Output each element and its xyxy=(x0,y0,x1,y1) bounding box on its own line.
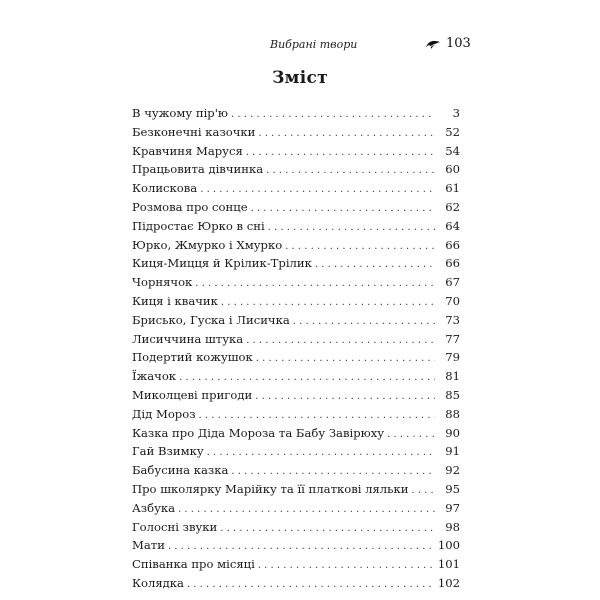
toc-entry-page: 54 xyxy=(445,143,460,158)
toc-entry xyxy=(132,179,460,198)
toc-entry-title: Подертий кожушок xyxy=(132,348,256,367)
dot-leader xyxy=(207,444,435,463)
toc-entry xyxy=(132,123,460,142)
toc-entry xyxy=(132,142,460,161)
page-number: 103 xyxy=(446,36,471,51)
dot-leader xyxy=(187,576,435,595)
toc-entry-page: 79 xyxy=(445,350,460,365)
dot-leader xyxy=(195,275,435,294)
toc-entry-title: Гай Взимку xyxy=(132,442,207,461)
toc-entry xyxy=(132,574,460,593)
toc-entry-page: 91 xyxy=(445,444,460,459)
toc-entry-title: В чужому пір'ю xyxy=(132,104,231,123)
toc-entry-title: Мати xyxy=(132,536,168,555)
dot-leader xyxy=(258,557,435,576)
leaf-flourish-icon xyxy=(425,38,441,50)
toc-entry xyxy=(132,330,460,349)
dot-leader xyxy=(258,125,435,144)
toc-entry-page: 73 xyxy=(445,312,460,327)
toc-entry-title: Про школярку Марійку та її платкові ляльки xyxy=(132,480,411,499)
toc-entry-page: 101 xyxy=(437,557,460,572)
toc-entry xyxy=(132,254,460,273)
toc-entry xyxy=(132,480,460,499)
toc-entry-title: Колискова xyxy=(132,179,200,198)
dot-leader xyxy=(251,200,435,219)
toc-entry-page: 95 xyxy=(445,481,460,496)
toc-entry xyxy=(132,405,460,424)
toc-entry-page: 100 xyxy=(437,538,460,553)
toc-entry-page: 97 xyxy=(445,500,460,515)
toc-entry xyxy=(132,236,460,255)
toc-entry-title: Дід Мороз xyxy=(132,405,199,424)
toc-entry xyxy=(132,424,460,443)
toc-entry-page: 66 xyxy=(445,237,460,252)
toc-entry xyxy=(132,461,460,480)
toc-entry-page: 52 xyxy=(445,124,460,139)
toc-entry-title: Кравчиня Маруся xyxy=(132,142,246,161)
toc-entry xyxy=(132,311,460,330)
toc-entry-page: 102 xyxy=(437,575,460,590)
toc-entry-page: 88 xyxy=(445,406,460,421)
dot-leader xyxy=(246,332,435,351)
toc-entry-page: 61 xyxy=(445,181,460,196)
toc-entry xyxy=(132,555,460,574)
toc-entry-page: 66 xyxy=(445,256,460,271)
dot-leader xyxy=(315,256,435,275)
page-marker xyxy=(425,36,471,51)
toc-entry-page: 67 xyxy=(445,275,460,290)
dot-leader xyxy=(266,162,435,181)
toc-entry xyxy=(132,386,460,405)
toc-entry-page: 62 xyxy=(445,199,460,214)
toc-entry xyxy=(132,292,460,311)
toc-entry-title: Миколцеві пригоди xyxy=(132,386,255,405)
toc-entry xyxy=(132,160,460,179)
dot-leader xyxy=(268,219,435,238)
toc-entry xyxy=(132,348,460,367)
toc-entry-page: 70 xyxy=(445,293,460,308)
toc-entry-title: Працьовита дівчинка xyxy=(132,160,266,179)
toc-entry-page: 90 xyxy=(445,425,460,440)
toc-entry-page: 92 xyxy=(445,463,460,478)
toc-entry xyxy=(132,518,460,537)
toc-entry-title: Безконечні казочки xyxy=(132,123,258,142)
toc-entry-title: Розмова про сонце xyxy=(132,198,251,217)
toc-entry-title: Співанка про місяці xyxy=(132,555,258,574)
toc-entry-page: 81 xyxy=(445,369,460,384)
toc-entry-title: Чорнячок xyxy=(132,273,195,292)
toc-entry xyxy=(132,273,460,292)
toc-entry-title: Казка про Діда Мороза та Бабу Завірюху xyxy=(132,424,387,443)
toc-entry-title: Брисько, Гуска і Лисичка xyxy=(132,311,293,330)
toc-title: Зміст xyxy=(272,68,328,88)
toc-entry-title: Юрко, Жмурко і Хмурко xyxy=(132,236,285,255)
table-of-contents xyxy=(132,104,460,593)
toc-entry xyxy=(132,442,460,461)
dot-leader xyxy=(411,482,435,501)
dot-leader xyxy=(220,520,435,539)
toc-entry xyxy=(132,198,460,217)
toc-entry xyxy=(132,104,460,123)
toc-entry xyxy=(132,217,460,236)
toc-entry-title: Голосні звуки xyxy=(132,518,220,537)
toc-entry xyxy=(132,499,460,518)
running-head: Вибрані твори xyxy=(270,38,358,51)
toc-entry-title: Киця і квачик xyxy=(132,292,221,311)
toc-entry-page: 64 xyxy=(445,218,460,233)
toc-entry xyxy=(132,536,460,555)
toc-entry-title: Азбука xyxy=(132,499,178,518)
toc-entry-title: Колядка xyxy=(132,574,187,593)
toc-entry-page: 77 xyxy=(445,331,460,346)
toc-entry-title: Їжачок xyxy=(132,367,179,386)
toc-entry xyxy=(132,367,460,386)
toc-entry-page: 60 xyxy=(445,162,460,177)
toc-entry-title: Бабусина казка xyxy=(132,461,231,480)
toc-entry-title: Киця-Мицця й Крілик-Трілик xyxy=(132,254,315,273)
toc-entry-page: 98 xyxy=(445,519,460,534)
dot-leader xyxy=(255,388,435,407)
toc-entry-page: 3 xyxy=(452,106,460,120)
dot-leader xyxy=(387,426,435,445)
dot-leader xyxy=(231,106,435,125)
toc-entry-page: 85 xyxy=(445,387,460,402)
toc-entry-title: Підростає Юрко в сні xyxy=(132,217,268,236)
dot-leader xyxy=(293,313,435,332)
dot-leader xyxy=(246,144,435,163)
dot-leader xyxy=(256,350,435,369)
toc-entry-title: Лисиччина штука xyxy=(132,330,246,349)
